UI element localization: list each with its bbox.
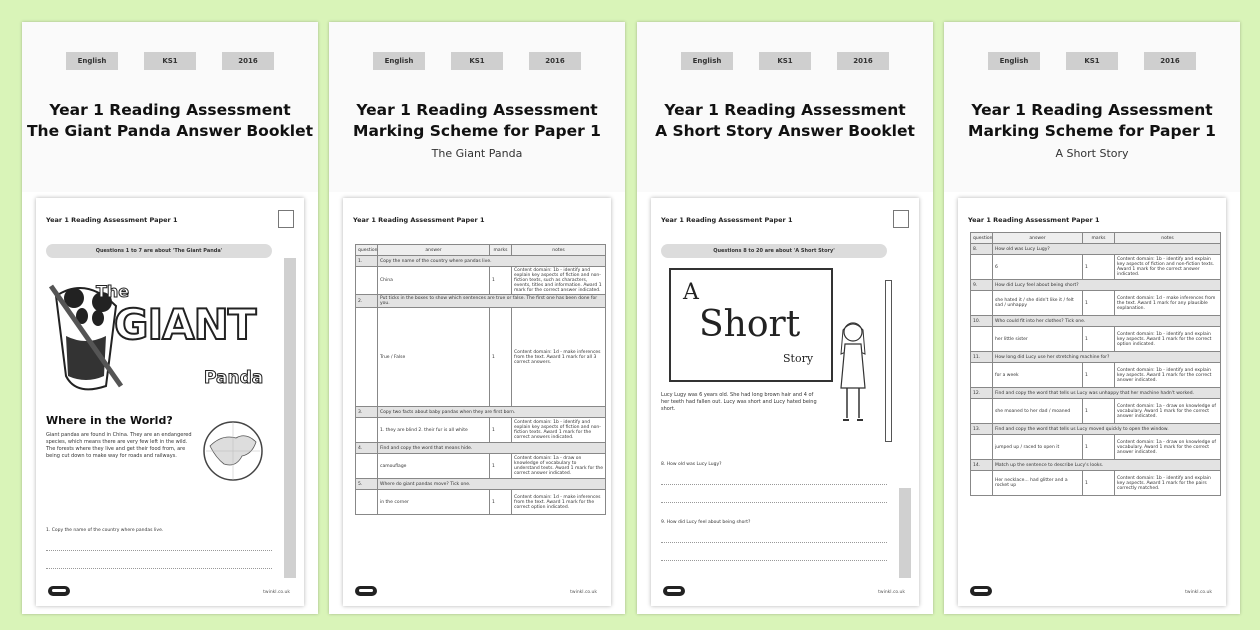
answer-cell: camouflage bbox=[378, 454, 490, 479]
answer-cell: 6 bbox=[993, 255, 1083, 280]
question-number: 10. bbox=[971, 316, 993, 327]
column-header: marks bbox=[490, 245, 512, 256]
column-header: question bbox=[971, 233, 993, 244]
column-header: notes bbox=[1115, 233, 1221, 244]
question-row bbox=[971, 388, 1221, 399]
page-preview bbox=[958, 198, 1226, 606]
tag-year: 2016 bbox=[1144, 52, 1196, 70]
notes-cell: Content domain: 1b - identify and explain key aspects of fiction and non-fiction texts. Award 1 mark for the correct answer indicated. bbox=[1115, 255, 1221, 280]
tag-subject: English bbox=[681, 52, 733, 70]
question-text: Where do giant pandas move? Tick one. bbox=[378, 479, 606, 490]
answer-row bbox=[971, 399, 1221, 424]
notes-cell: Content domain: 1b - identify and explain key aspects of fiction and non-fiction texts, such as characters, events, titles and information. Award 1 mark for the correct answer indicated. bbox=[512, 267, 606, 295]
tag-key-stage: KS1 bbox=[451, 52, 503, 70]
body-paragraph: Giant pandas are found in China. They are an endangered species, which means there are very few left in the wild. The forests where they live and get their food from, are being cut down to make way for roads and railways. bbox=[46, 432, 192, 459]
footer-url: twinkl.co.uk bbox=[570, 590, 597, 595]
question-number: 4. bbox=[356, 443, 378, 454]
answer-row bbox=[971, 255, 1221, 280]
card-subtitle: The Giant Panda bbox=[431, 147, 523, 160]
marks-cell: 1 bbox=[1083, 291, 1115, 316]
question-row bbox=[971, 244, 1221, 255]
question-text: Put ticks in the boxes to show which sentences are true or false. The first one has been done for you. bbox=[378, 295, 606, 308]
tag-row bbox=[329, 52, 625, 70]
mark-box bbox=[893, 210, 909, 228]
question-row bbox=[971, 352, 1221, 363]
card-title-line2: Marking Scheme for Paper 1 bbox=[353, 122, 601, 140]
marks-cell: 1 bbox=[490, 267, 512, 295]
girl-illustration bbox=[835, 318, 871, 428]
marks-cell: 1 bbox=[1083, 435, 1115, 460]
question-number: 3. bbox=[356, 407, 378, 418]
page-header: Year 1 Reading Assessment Paper 1 bbox=[46, 216, 178, 224]
question-text: How long did Lucy use her stretching machine for? bbox=[993, 352, 1221, 363]
question-number: 14. bbox=[971, 460, 993, 471]
answer-row bbox=[971, 471, 1221, 496]
question-text: How did Lucy feel about being short? bbox=[993, 280, 1221, 291]
marks-cell: 1 bbox=[1083, 399, 1115, 424]
question-row bbox=[971, 316, 1221, 327]
marks-cell: 1 bbox=[1083, 255, 1115, 280]
twinkl-logo bbox=[970, 586, 992, 596]
answer-row bbox=[356, 308, 606, 407]
column-header: answer bbox=[993, 233, 1083, 244]
tag-key-stage: KS1 bbox=[1066, 52, 1118, 70]
marks-cell: 1 bbox=[1083, 363, 1115, 388]
column-header: question bbox=[356, 245, 378, 256]
question-row bbox=[356, 407, 606, 418]
card-title-line2: The Giant Panda Answer Booklet bbox=[26, 122, 314, 140]
question-number: 2. bbox=[356, 295, 378, 308]
answer-row bbox=[971, 291, 1221, 316]
question-row bbox=[356, 479, 606, 490]
height-measure-bar bbox=[885, 280, 892, 442]
answer-row bbox=[356, 267, 606, 295]
column-header: notes bbox=[512, 245, 606, 256]
notes-cell: Content domain: 1d - make inferences from the text. Award 1 mark for any plausible explanation. bbox=[1115, 291, 1221, 316]
tag-subject: English bbox=[66, 52, 118, 70]
answer-row bbox=[356, 454, 606, 479]
card-title-line1: Year 1 Reading Assessment bbox=[49, 101, 291, 119]
question-text: 8. How old was Lucy Lugy? bbox=[661, 462, 722, 467]
notes-cell: Content domain: 1a - draw on knowledge of vocabulary to understand texts. Award 1 mark for the correct answer indicated. bbox=[512, 454, 606, 479]
answer-cell: True / False bbox=[378, 308, 490, 407]
card-title-line2: A Short Story Answer Booklet bbox=[655, 122, 915, 140]
answer-row bbox=[356, 490, 606, 515]
marks-sidebar bbox=[284, 258, 296, 578]
answer-row bbox=[356, 418, 606, 443]
page-header: Year 1 Reading Assessment Paper 1 bbox=[353, 216, 485, 224]
question-number: 8. bbox=[971, 244, 993, 255]
card-header bbox=[22, 22, 318, 192]
art-title-the: The bbox=[96, 282, 130, 301]
notes-cell: Content domain: 1b - identify and explain key aspects. Award 1 mark for the correct answer indicated. bbox=[1115, 363, 1221, 388]
resource-card-short-story-marking-scheme[interactable] bbox=[944, 22, 1240, 614]
answer-line bbox=[661, 484, 887, 485]
question-text: Find and copy the word that means hide. bbox=[378, 443, 606, 454]
art-title-story: Story bbox=[783, 352, 814, 365]
question-row bbox=[356, 256, 606, 267]
question-text: 9. How did Lucy feel about being short? bbox=[661, 520, 751, 525]
answer-cell: jumped up / raced to open it bbox=[993, 435, 1083, 460]
question-number: 11. bbox=[971, 352, 993, 363]
notes-cell: Content domain: 1d - make inferences from the text. Award 1 mark for all 3 correct answers. bbox=[512, 308, 606, 407]
page-preview bbox=[651, 198, 919, 606]
answer-row bbox=[971, 327, 1221, 352]
table-header-row bbox=[356, 245, 606, 256]
question-row bbox=[971, 424, 1221, 435]
tag-key-stage: KS1 bbox=[759, 52, 811, 70]
marks-cell: 1 bbox=[490, 308, 512, 407]
footer-url: twinkl.co.uk bbox=[263, 590, 290, 595]
question-text: Copy two facts about baby pandas when they are first born. bbox=[378, 407, 606, 418]
page-preview bbox=[343, 198, 611, 606]
answer-cell: in the corner bbox=[378, 490, 490, 515]
card-title-line1: Year 1 Reading Assessment bbox=[356, 101, 598, 119]
question-row bbox=[971, 280, 1221, 291]
tag-row bbox=[944, 52, 1240, 70]
page-header: Year 1 Reading Assessment Paper 1 bbox=[968, 216, 1100, 224]
answer-line bbox=[46, 550, 272, 551]
twinkl-logo bbox=[663, 586, 685, 596]
marking-table bbox=[970, 232, 1221, 496]
tag-row bbox=[22, 52, 318, 70]
question-banner: Questions 8 to 20 are about 'A Short Story' bbox=[661, 244, 887, 258]
art-title-giant: GIANT bbox=[114, 300, 256, 349]
page-preview bbox=[36, 198, 304, 606]
answer-cell: she hated it / she didn't like it / felt sad / unhappy bbox=[993, 291, 1083, 316]
column-header: marks bbox=[1083, 233, 1115, 244]
globe-icon bbox=[202, 420, 264, 482]
card-header bbox=[637, 22, 933, 192]
footer-url: twinkl.co.uk bbox=[878, 590, 905, 595]
marks-cell: 1 bbox=[490, 418, 512, 443]
notes-cell: Content domain: 1d - make inferences from the text. Award 1 mark for the correct option indicated. bbox=[512, 490, 606, 515]
table-header-row bbox=[971, 233, 1221, 244]
twinkl-logo bbox=[48, 586, 70, 596]
card-header bbox=[944, 22, 1240, 192]
answer-line bbox=[46, 568, 272, 569]
tag-year: 2016 bbox=[529, 52, 581, 70]
card-title-line2: Marking Scheme for Paper 1 bbox=[968, 122, 1216, 140]
marks-cell: 1 bbox=[1083, 471, 1115, 496]
tag-year: 2016 bbox=[222, 52, 274, 70]
tag-subject: English bbox=[988, 52, 1040, 70]
question-row bbox=[971, 460, 1221, 471]
answer-cell: China bbox=[378, 267, 490, 295]
answer-cell: her little sister bbox=[993, 327, 1083, 352]
card-header bbox=[329, 22, 625, 192]
notes-cell: Content domain: 1b - identify and explain key aspects. Award 1 mark for the pairs correctly matched. bbox=[1115, 471, 1221, 496]
marks-sidebar bbox=[899, 488, 911, 578]
tag-year: 2016 bbox=[837, 52, 889, 70]
answer-line bbox=[661, 560, 887, 561]
notes-cell: Content domain: 1a - draw on knowledge of vocabulary. Award 1 mark for the correct answer indicated. bbox=[1115, 399, 1221, 424]
notes-cell: Content domain: 1b - identify and explain key aspects. Award 1 mark for the correct option indicated. bbox=[1115, 327, 1221, 352]
question-banner: Questions 1 to 7 are about 'The Giant Panda' bbox=[46, 244, 272, 258]
question-text: How old was Lucy Lugy? bbox=[993, 244, 1221, 255]
notes-cell: Content domain: 1a - draw on knowledge of vocabulary. Award 1 mark for the correct answer indicated. bbox=[1115, 435, 1221, 460]
question-text: Who could fit into her clothes? Tick one. bbox=[993, 316, 1221, 327]
question-number: 13. bbox=[971, 424, 993, 435]
story-title-art bbox=[669, 268, 833, 382]
answer-cell: 1. they are blind 2. their fur is all white bbox=[378, 418, 490, 443]
tag-subject: English bbox=[373, 52, 425, 70]
resource-card-short-story-answer-booklet[interactable] bbox=[637, 22, 933, 614]
art-title-panda: Panda bbox=[204, 368, 264, 388]
body-paragraph: Lucy Lugy was 6 years old. She had long brown hair and 4 of her teeth had fallen out. Lucy was short and Lucy hated being short. bbox=[661, 392, 817, 412]
answer-cell: for a week bbox=[993, 363, 1083, 388]
answer-row bbox=[971, 363, 1221, 388]
notes-cell: Content domain: 1b - identify and explain key aspects of fiction and non-fiction texts. Award 1 mark for the correct answers indicated. bbox=[512, 418, 606, 443]
card-subtitle: A Short Story bbox=[1055, 147, 1129, 160]
art-title-a: A bbox=[683, 280, 699, 305]
art-title-short: Short bbox=[699, 304, 801, 345]
answer-cell: Her necklace... had glitter and a rocket up bbox=[993, 471, 1083, 496]
question-number: 1. bbox=[356, 256, 378, 267]
card-title-line1: Year 1 Reading Assessment bbox=[664, 101, 906, 119]
question-text: Match up the sentence to describe Lucy's looks. bbox=[993, 460, 1221, 471]
marks-cell: 1 bbox=[490, 454, 512, 479]
question-text: Find and copy the word that tells us Lucy moved quickly to open the window. bbox=[993, 424, 1221, 435]
marks-cell: 1 bbox=[490, 490, 512, 515]
mark-box bbox=[278, 210, 294, 228]
answer-cell: she moaned to her dad / moaned bbox=[993, 399, 1083, 424]
question-text: Find and copy the word that tells us Lucy was unhappy that her machine hadn't worked. bbox=[993, 388, 1221, 399]
answer-row bbox=[971, 435, 1221, 460]
marking-table bbox=[355, 244, 606, 515]
marks-cell: 1 bbox=[1083, 327, 1115, 352]
question-number: 5. bbox=[356, 479, 378, 490]
question-number: 12. bbox=[971, 388, 993, 399]
resource-card-giant-panda-marking-scheme[interactable] bbox=[329, 22, 625, 614]
tag-row bbox=[637, 52, 933, 70]
question-text: Copy the name of the country where pandas live. bbox=[378, 256, 606, 267]
resource-card-giant-panda-answer-booklet[interactable] bbox=[22, 22, 318, 614]
tag-key-stage: KS1 bbox=[144, 52, 196, 70]
section-heading: Where in the World? bbox=[46, 414, 173, 427]
answer-line bbox=[661, 542, 887, 543]
twinkl-logo bbox=[355, 586, 377, 596]
column-header: answer bbox=[378, 245, 490, 256]
page-header: Year 1 Reading Assessment Paper 1 bbox=[661, 216, 793, 224]
question-number: 9. bbox=[971, 280, 993, 291]
card-title-line1: Year 1 Reading Assessment bbox=[971, 101, 1213, 119]
footer-url: twinkl.co.uk bbox=[1185, 590, 1212, 595]
question-text: 1. Copy the name of the country where pandas live. bbox=[46, 528, 164, 533]
question-row bbox=[356, 295, 606, 308]
answer-line bbox=[661, 502, 887, 503]
question-row bbox=[356, 443, 606, 454]
